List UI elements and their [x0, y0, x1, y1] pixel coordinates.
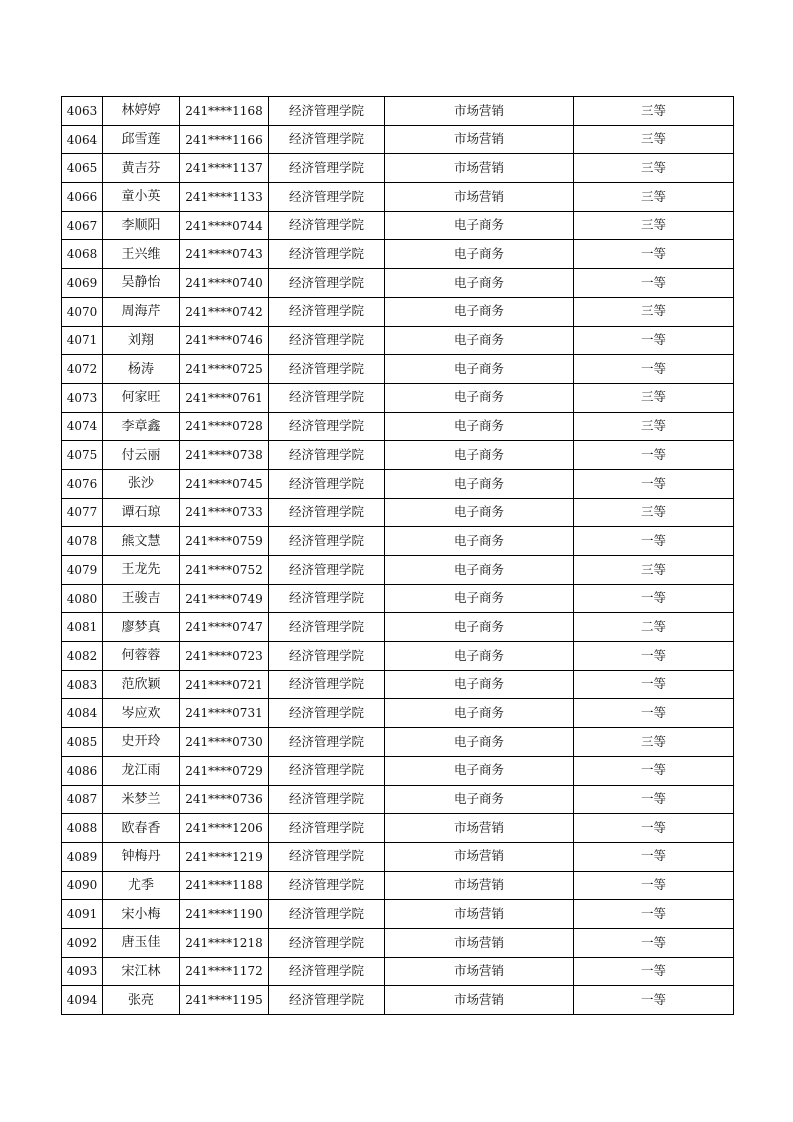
major-cell: 电子商务: [385, 355, 574, 384]
table-row: [62, 125, 734, 154]
college-cell: 经济管理学院: [269, 498, 385, 527]
major-cell: 市场营销: [385, 986, 574, 1015]
grade-cell: 一等: [574, 441, 734, 470]
table-row: [62, 871, 734, 900]
college-cell: 经济管理学院: [269, 527, 385, 556]
major-cell: 市场营销: [385, 928, 574, 957]
student-name-cell: 龙江雨: [103, 756, 180, 785]
student-name-cell: 欧春香: [103, 814, 180, 843]
row-number-cell: 4064: [62, 125, 103, 154]
student-name-cell: 岑应欢: [103, 699, 180, 728]
table-row: [62, 441, 734, 470]
student-id-cell: 241****0721: [180, 670, 269, 699]
table-row: [62, 756, 734, 785]
college-cell: 经济管理学院: [269, 355, 385, 384]
college-cell: 经济管理学院: [269, 584, 385, 613]
grade-cell: 一等: [574, 355, 734, 384]
grade-cell: 一等: [574, 842, 734, 871]
row-number-cell: 4069: [62, 269, 103, 298]
row-number-cell: 4070: [62, 297, 103, 326]
major-cell: 电子商务: [385, 584, 574, 613]
student-id-cell: 241****1188: [180, 871, 269, 900]
student-id-cell: 241****1166: [180, 125, 269, 154]
grade-cell: 三等: [574, 154, 734, 183]
grade-cell: 一等: [574, 785, 734, 814]
row-number-cell: 4063: [62, 97, 103, 126]
student-name-cell: 童小英: [103, 183, 180, 212]
table-row: [62, 469, 734, 498]
row-number-cell: 4092: [62, 928, 103, 957]
row-number-cell: 4068: [62, 240, 103, 269]
college-cell: 经济管理学院: [269, 900, 385, 929]
student-id-cell: 241****0761: [180, 383, 269, 412]
student-id-cell: 241****1206: [180, 814, 269, 843]
major-cell: 电子商务: [385, 441, 574, 470]
student-id-cell: 241****1218: [180, 928, 269, 957]
row-number-cell: 4072: [62, 355, 103, 384]
student-id-cell: 241****0744: [180, 211, 269, 240]
student-id-cell: 241****0729: [180, 756, 269, 785]
table-row: [62, 556, 734, 585]
table-row: [62, 498, 734, 527]
student-name-cell: 廖梦真: [103, 613, 180, 642]
student-id-cell: 241****1133: [180, 183, 269, 212]
row-number-cell: 4091: [62, 900, 103, 929]
grade-cell: 一等: [574, 814, 734, 843]
student-name-cell: 李顺阳: [103, 211, 180, 240]
student-name-cell: 黄吉芬: [103, 154, 180, 183]
major-cell: 市场营销: [385, 97, 574, 126]
major-cell: 电子商务: [385, 642, 574, 671]
table-row: [62, 527, 734, 556]
major-cell: 市场营销: [385, 842, 574, 871]
table-row: [62, 670, 734, 699]
college-cell: 经济管理学院: [269, 957, 385, 986]
student-id-cell: 241****0743: [180, 240, 269, 269]
student-id-cell: 241****0731: [180, 699, 269, 728]
table-row: [62, 326, 734, 355]
grade-cell: 一等: [574, 871, 734, 900]
student-name-cell: 刘翔: [103, 326, 180, 355]
row-number-cell: 4090: [62, 871, 103, 900]
college-cell: 经济管理学院: [269, 154, 385, 183]
table-row: [62, 211, 734, 240]
grade-cell: 一等: [574, 642, 734, 671]
major-cell: 电子商务: [385, 326, 574, 355]
college-cell: 经济管理学院: [269, 211, 385, 240]
student-id-cell: 241****0723: [180, 642, 269, 671]
grade-cell: 一等: [574, 756, 734, 785]
row-number-cell: 4093: [62, 957, 103, 986]
student-name-cell: 李章鑫: [103, 412, 180, 441]
grade-cell: 一等: [574, 900, 734, 929]
student-id-cell: 241****1137: [180, 154, 269, 183]
major-cell: 电子商务: [385, 527, 574, 556]
student-id-cell: 241****1168: [180, 97, 269, 126]
grade-cell: 二等: [574, 613, 734, 642]
grade-cell: 三等: [574, 297, 734, 326]
student-name-cell: 何蓉蓉: [103, 642, 180, 671]
student-id-cell: 241****0759: [180, 527, 269, 556]
college-cell: 经济管理学院: [269, 125, 385, 154]
table-row: [62, 957, 734, 986]
college-cell: 经济管理学院: [269, 412, 385, 441]
student-name-cell: 范欣颖: [103, 670, 180, 699]
college-cell: 经济管理学院: [269, 269, 385, 298]
major-cell: 电子商务: [385, 240, 574, 269]
student-id-cell: 241****0752: [180, 556, 269, 585]
scholarship-list-table: [61, 96, 734, 1015]
row-number-cell: 4077: [62, 498, 103, 527]
major-cell: 电子商务: [385, 613, 574, 642]
student-name-cell: 唐玉佳: [103, 928, 180, 957]
college-cell: 经济管理学院: [269, 928, 385, 957]
table-row: [62, 154, 734, 183]
row-number-cell: 4074: [62, 412, 103, 441]
major-cell: 市场营销: [385, 125, 574, 154]
table-row: [62, 412, 734, 441]
major-cell: 市场营销: [385, 154, 574, 183]
college-cell: 经济管理学院: [269, 556, 385, 585]
table-row: [62, 842, 734, 871]
major-cell: 电子商务: [385, 269, 574, 298]
student-id-cell: 241****0740: [180, 269, 269, 298]
major-cell: 电子商务: [385, 211, 574, 240]
row-number-cell: 4080: [62, 584, 103, 613]
table-body: [62, 97, 734, 1015]
major-cell: 电子商务: [385, 383, 574, 412]
row-number-cell: 4076: [62, 469, 103, 498]
table-row: [62, 240, 734, 269]
student-name-cell: 吴静怡: [103, 269, 180, 298]
row-number-cell: 4087: [62, 785, 103, 814]
major-cell: 市场营销: [385, 183, 574, 212]
grade-cell: 三等: [574, 728, 734, 757]
table-row: [62, 900, 734, 929]
table-row: [62, 97, 734, 126]
major-cell: 电子商务: [385, 498, 574, 527]
student-name-cell: 宋小梅: [103, 900, 180, 929]
student-name-cell: 谭石琼: [103, 498, 180, 527]
student-name-cell: 张亮: [103, 986, 180, 1015]
table-row: [62, 728, 734, 757]
row-number-cell: 4065: [62, 154, 103, 183]
table-row: [62, 355, 734, 384]
student-name-cell: 宋江林: [103, 957, 180, 986]
college-cell: 经济管理学院: [269, 642, 385, 671]
row-number-cell: 4088: [62, 814, 103, 843]
grade-cell: 一等: [574, 670, 734, 699]
college-cell: 经济管理学院: [269, 240, 385, 269]
major-cell: 电子商务: [385, 728, 574, 757]
table-row: [62, 584, 734, 613]
college-cell: 经济管理学院: [269, 97, 385, 126]
table-row: [62, 785, 734, 814]
major-cell: 电子商务: [385, 670, 574, 699]
table-row: [62, 986, 734, 1015]
grade-cell: 一等: [574, 240, 734, 269]
table-row: [62, 297, 734, 326]
college-cell: 经济管理学院: [269, 842, 385, 871]
student-name-cell: 王龙先: [103, 556, 180, 585]
grade-cell: 一等: [574, 986, 734, 1015]
student-name-cell: 王骏吉: [103, 584, 180, 613]
student-name-cell: 史开玲: [103, 728, 180, 757]
student-name-cell: 熊文慧: [103, 527, 180, 556]
student-name-cell: 邱雪莲: [103, 125, 180, 154]
student-name-cell: 米梦兰: [103, 785, 180, 814]
college-cell: 经济管理学院: [269, 441, 385, 470]
college-cell: 经济管理学院: [269, 728, 385, 757]
row-number-cell: 4094: [62, 986, 103, 1015]
row-number-cell: 4067: [62, 211, 103, 240]
student-name-cell: 尤季: [103, 871, 180, 900]
grade-cell: 一等: [574, 469, 734, 498]
grade-cell: 一等: [574, 269, 734, 298]
major-cell: 电子商务: [385, 699, 574, 728]
grade-cell: 三等: [574, 383, 734, 412]
row-number-cell: 4084: [62, 699, 103, 728]
major-cell: 市场营销: [385, 900, 574, 929]
grade-cell: 三等: [574, 211, 734, 240]
student-name-cell: 何家旺: [103, 383, 180, 412]
student-name-cell: 林婷婷: [103, 97, 180, 126]
table-row: [62, 814, 734, 843]
row-number-cell: 4071: [62, 326, 103, 355]
scholarship-list-table-container: [61, 96, 733, 1015]
grade-cell: 一等: [574, 928, 734, 957]
table-row: [62, 183, 734, 212]
college-cell: 经济管理学院: [269, 297, 385, 326]
student-id-cell: 241****0725: [180, 355, 269, 384]
grade-cell: 一等: [574, 699, 734, 728]
major-cell: 市场营销: [385, 871, 574, 900]
row-number-cell: 4078: [62, 527, 103, 556]
row-number-cell: 4089: [62, 842, 103, 871]
row-number-cell: 4081: [62, 613, 103, 642]
student-name-cell: 周海芹: [103, 297, 180, 326]
table-row: [62, 613, 734, 642]
grade-cell: 三等: [574, 498, 734, 527]
student-id-cell: 241****0745: [180, 469, 269, 498]
major-cell: 电子商务: [385, 785, 574, 814]
student-name-cell: 王兴维: [103, 240, 180, 269]
row-number-cell: 4085: [62, 728, 103, 757]
major-cell: 电子商务: [385, 469, 574, 498]
row-number-cell: 4083: [62, 670, 103, 699]
college-cell: 经济管理学院: [269, 871, 385, 900]
grade-cell: 一等: [574, 584, 734, 613]
grade-cell: 一等: [574, 957, 734, 986]
student-id-cell: 241****0749: [180, 584, 269, 613]
student-name-cell: 钟梅丹: [103, 842, 180, 871]
student-id-cell: 241****1219: [180, 842, 269, 871]
student-name-cell: 杨涛: [103, 355, 180, 384]
college-cell: 经济管理学院: [269, 613, 385, 642]
table-row: [62, 269, 734, 298]
student-name-cell: 张沙: [103, 469, 180, 498]
student-name-cell: 付云丽: [103, 441, 180, 470]
row-number-cell: 4066: [62, 183, 103, 212]
major-cell: 市场营销: [385, 814, 574, 843]
college-cell: 经济管理学院: [269, 469, 385, 498]
table-row: [62, 383, 734, 412]
row-number-cell: 4073: [62, 383, 103, 412]
student-id-cell: 241****0728: [180, 412, 269, 441]
row-number-cell: 4082: [62, 642, 103, 671]
grade-cell: 三等: [574, 412, 734, 441]
major-cell: 电子商务: [385, 756, 574, 785]
student-id-cell: 241****1172: [180, 957, 269, 986]
student-id-cell: 241****0747: [180, 613, 269, 642]
college-cell: 经济管理学院: [269, 986, 385, 1015]
row-number-cell: 4079: [62, 556, 103, 585]
student-id-cell: 241****1195: [180, 986, 269, 1015]
row-number-cell: 4086: [62, 756, 103, 785]
college-cell: 经济管理学院: [269, 183, 385, 212]
student-id-cell: 241****0733: [180, 498, 269, 527]
college-cell: 经济管理学院: [269, 756, 385, 785]
table-row: [62, 642, 734, 671]
major-cell: 电子商务: [385, 297, 574, 326]
student-id-cell: 241****1190: [180, 900, 269, 929]
grade-cell: 一等: [574, 326, 734, 355]
college-cell: 经济管理学院: [269, 326, 385, 355]
college-cell: 经济管理学院: [269, 383, 385, 412]
row-number-cell: 4075: [62, 441, 103, 470]
college-cell: 经济管理学院: [269, 670, 385, 699]
college-cell: 经济管理学院: [269, 814, 385, 843]
student-id-cell: 241****0730: [180, 728, 269, 757]
table-row: [62, 928, 734, 957]
grade-cell: 三等: [574, 556, 734, 585]
student-id-cell: 241****0746: [180, 326, 269, 355]
grade-cell: 一等: [574, 527, 734, 556]
grade-cell: 三等: [574, 97, 734, 126]
major-cell: 市场营销: [385, 957, 574, 986]
major-cell: 电子商务: [385, 556, 574, 585]
grade-cell: 三等: [574, 183, 734, 212]
college-cell: 经济管理学院: [269, 785, 385, 814]
student-id-cell: 241****0736: [180, 785, 269, 814]
major-cell: 电子商务: [385, 412, 574, 441]
student-id-cell: 241****0742: [180, 297, 269, 326]
table-row: [62, 699, 734, 728]
grade-cell: 三等: [574, 125, 734, 154]
student-id-cell: 241****0738: [180, 441, 269, 470]
college-cell: 经济管理学院: [269, 699, 385, 728]
